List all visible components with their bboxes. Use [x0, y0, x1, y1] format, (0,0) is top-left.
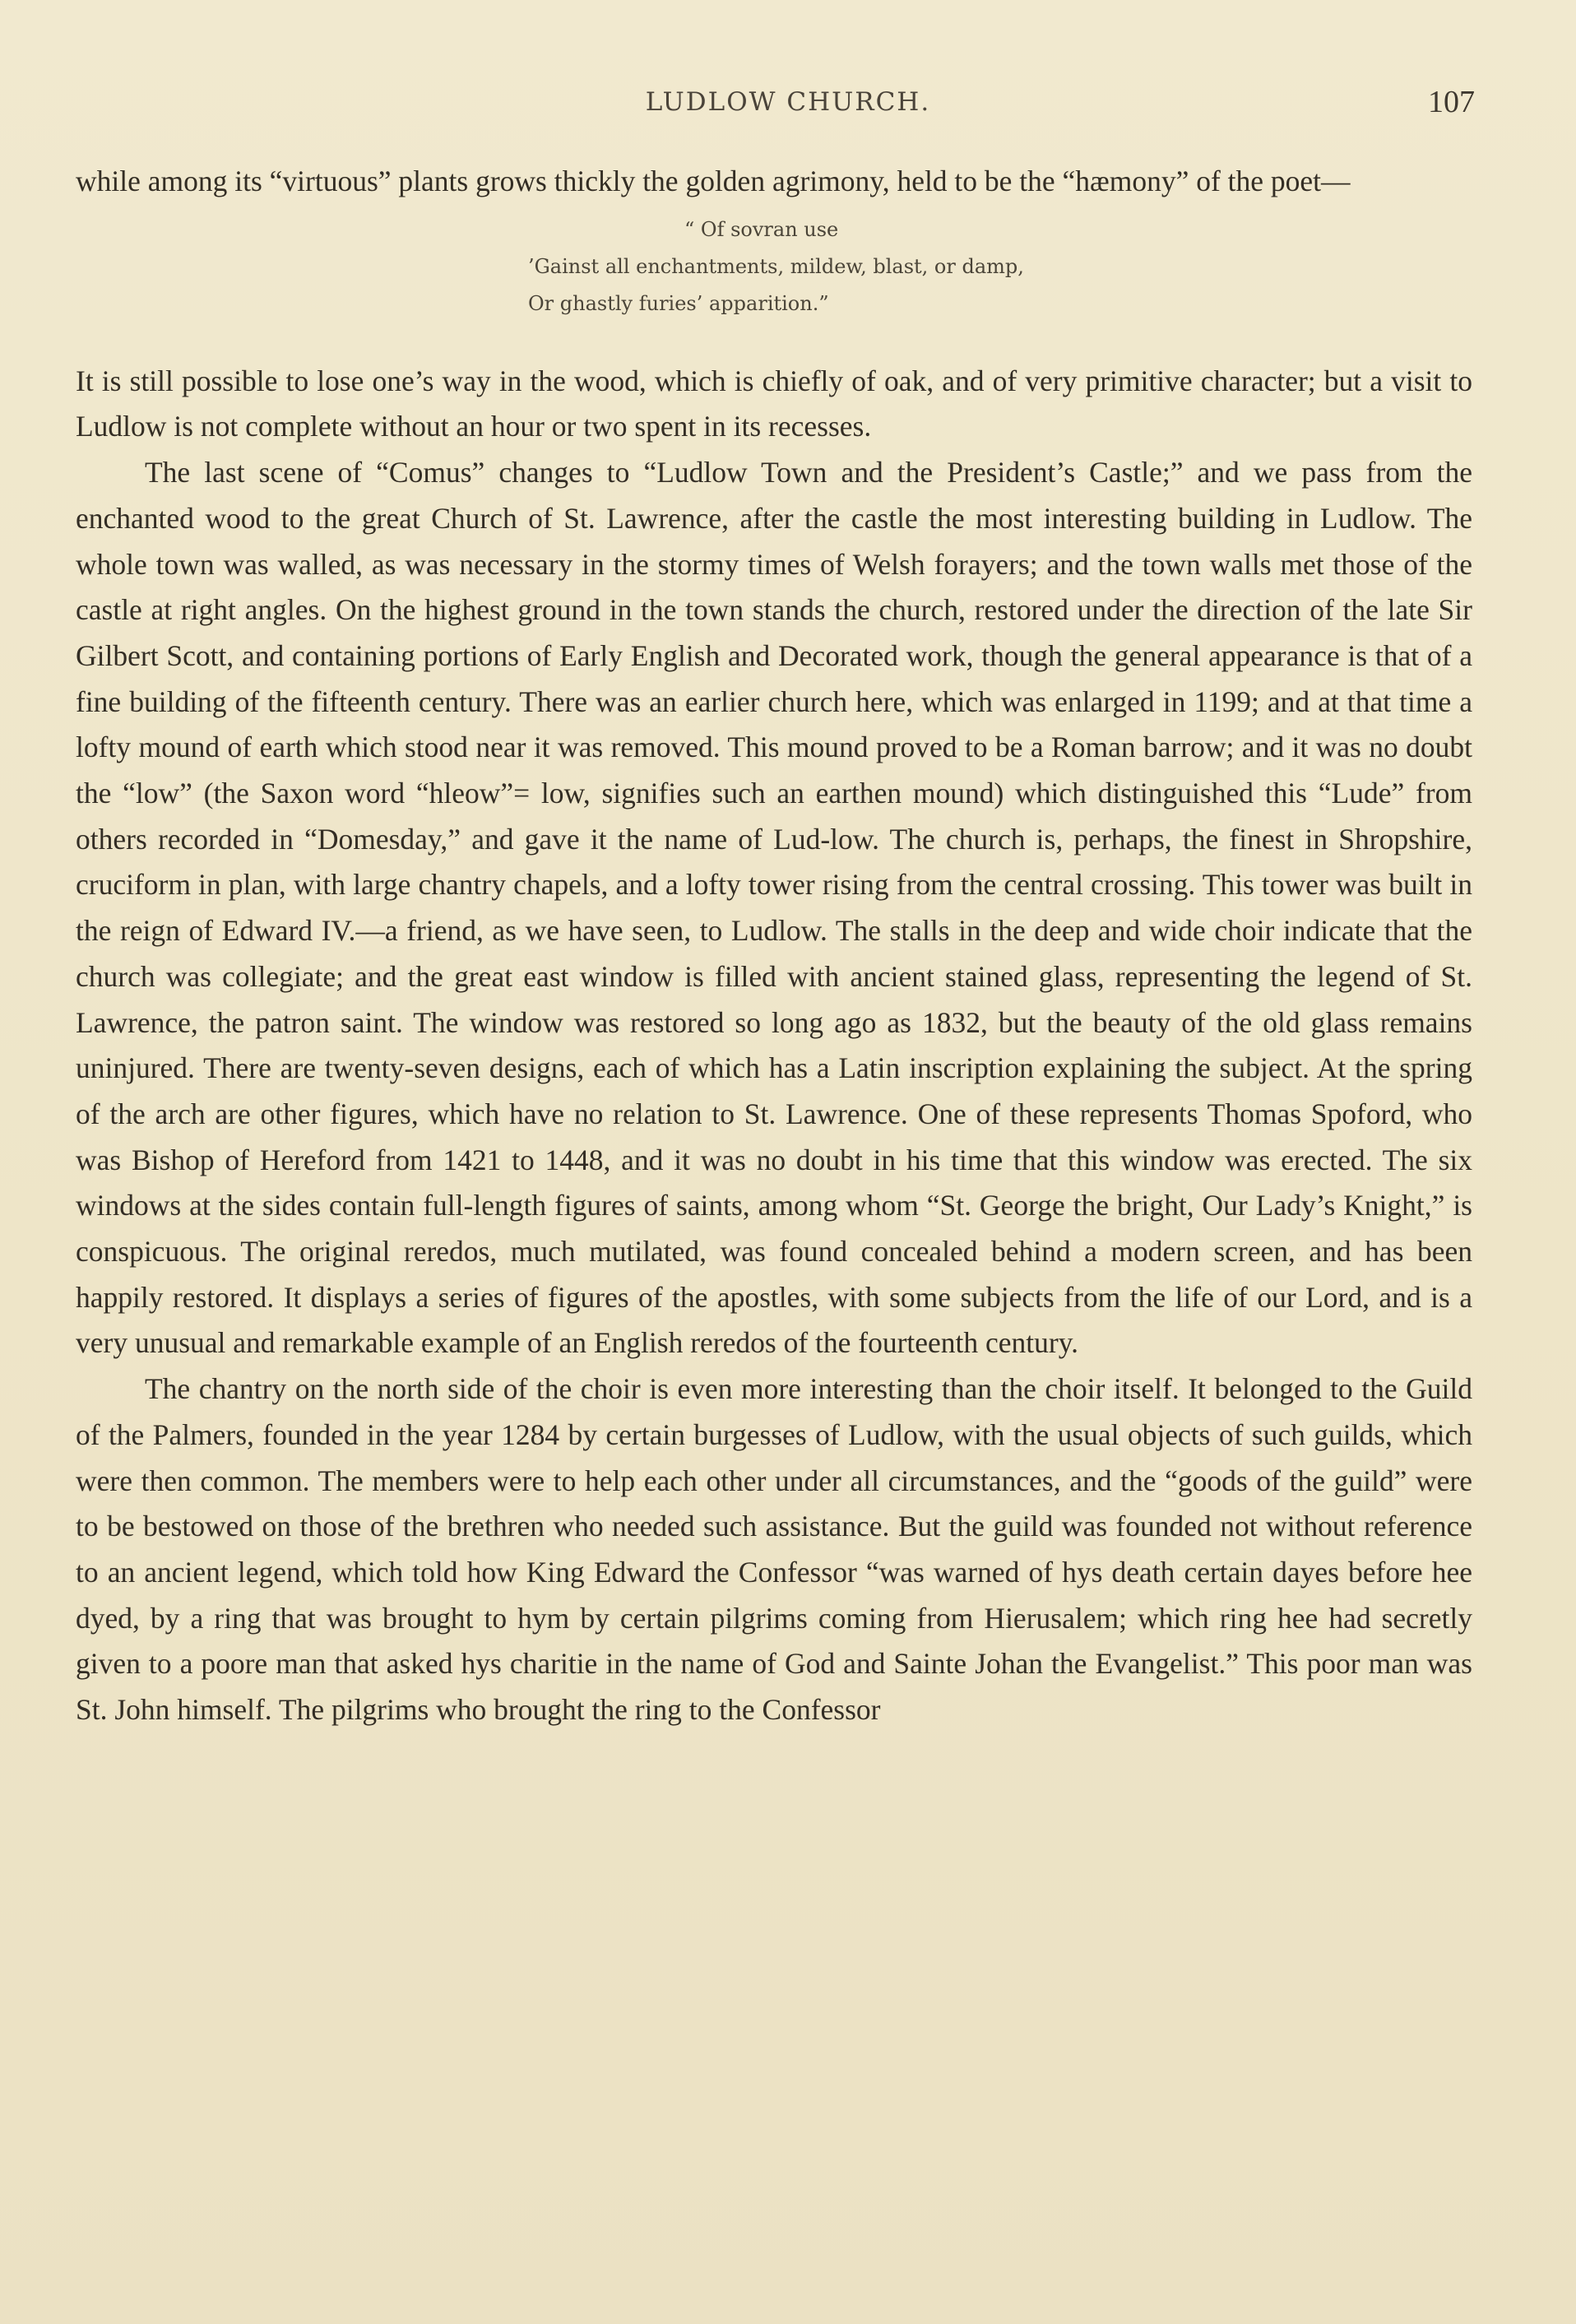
running-head — [0, 87, 1576, 128]
paragraph-agrimony: while among its “virtuous” plants grows thickly the golden agrimony, held to be the “hæmony” of the poet— — [76, 165, 1351, 197]
page-number: 107 — [1428, 85, 1475, 119]
paragraph-chantry: The chantry on the north side of the choir is even more interesting than the choir itself. It belonged to the Guild of the Palmers, founded in the year 1284 by certain burgesses of Ludlow, with the usual objects of such guilds, which were then common. The members were to help each other under all circumstances, and the “goods of the guild” were to be bestowed on those of the brethren who needed such assistance. But the guild was founded not without reference to an ancient legend, which told how King Edward the Confessor “was warned of hys death certain dayes before hee dyed, by a ring that was brought to hym by certain pilgrims coming from Hierusalem; which ring hee had secretly given to a poore man that asked hys charitie in the name of God and Sainte Johan the Evangelist.” This poor man was St. John himself. The pilgrims who brought the ring to the Confessor — [76, 1372, 1472, 1727]
quote-line: ’Gainst all enchantments, mildew, blast, or damp, — [528, 254, 1024, 278]
quote-line: Or ghastly furies’ apparition.” — [528, 291, 829, 315]
paragraph-church: The last scene of “Comus” changes to “Ludlow Town and the President’s Castle;” and we pass from the enchanted wood to the great Church of St. Lawrence, after the castle the most interesting building in Ludlow. The whole town was walled, as was necessary in the stormy times of Welsh forayers; and the town walls met those of the castle at right angles. On the highest ground in the town stands the church, restored under the direction of the late Sir Gilbert Scott, and containing portions of Early English and Decorated work, though the general appearance is that of a fine building of the fifteenth century. There was an earlier church here, which was enlarged in 1199; and at that time a lofty mound of earth which stood near it was removed. This mound proved to be a Roman barrow; and it was no doubt the “low” (the Saxon word “hleow”= low, signifies such an earthen mound) which distinguished this “Lude” from others recorded in “Domesday,” and gave it the name of Lud-low. The church is, perhaps, the finest in Shropshire, cruciform in plan, with large chantry chapels, and a lofty tower rising from the central crossing. This tower was built in the reign of Edward IV.—a friend, as we have seen, to Ludlow. The stalls in the deep and wide choir indicate that the church was collegiate; and the great east window is filled with ancient stained glass, representing the legend of St. Lawrence, the patron saint. The window was restored so long ago as 1832, but the beauty of the old glass remains uninjured. There are twenty-seven designs, each of which has a Latin inscription explaining the subject. At the spring of the arch are other figures, which have no relation to St. Lawrence. One of these represents Thomas Spoford, who was Bishop of Hereford from 1421 to 1448, and it was no doubt in his time that this window was erected. The six windows at the sides contain full-length figures of saints, among whom “St. George the bright, Our Lady’s Knight,” is conspicuous. The original reredos, much mutilated, was found concealed behind a modern screen, and has been happily restored. It displays a series of figures of the apostles, with some subjects from the life of our Lord, and is a very unusual and remarkable example of an English reredos of the fourteenth century. — [76, 456, 1472, 1360]
verse-quotation — [76, 211, 1472, 322]
running-title: LUDLOW CHURCH. — [645, 87, 931, 117]
paragraph-wood: It is still possible to lose one’s way in the wood, which is chiefly of oak, and of very primitive character; but a visit to Ludlow is not complete without an hour or two spent in its recesses. — [76, 364, 1472, 443]
quote-line: “ Of sovran use — [684, 217, 839, 241]
body-text — [76, 159, 1472, 1733]
